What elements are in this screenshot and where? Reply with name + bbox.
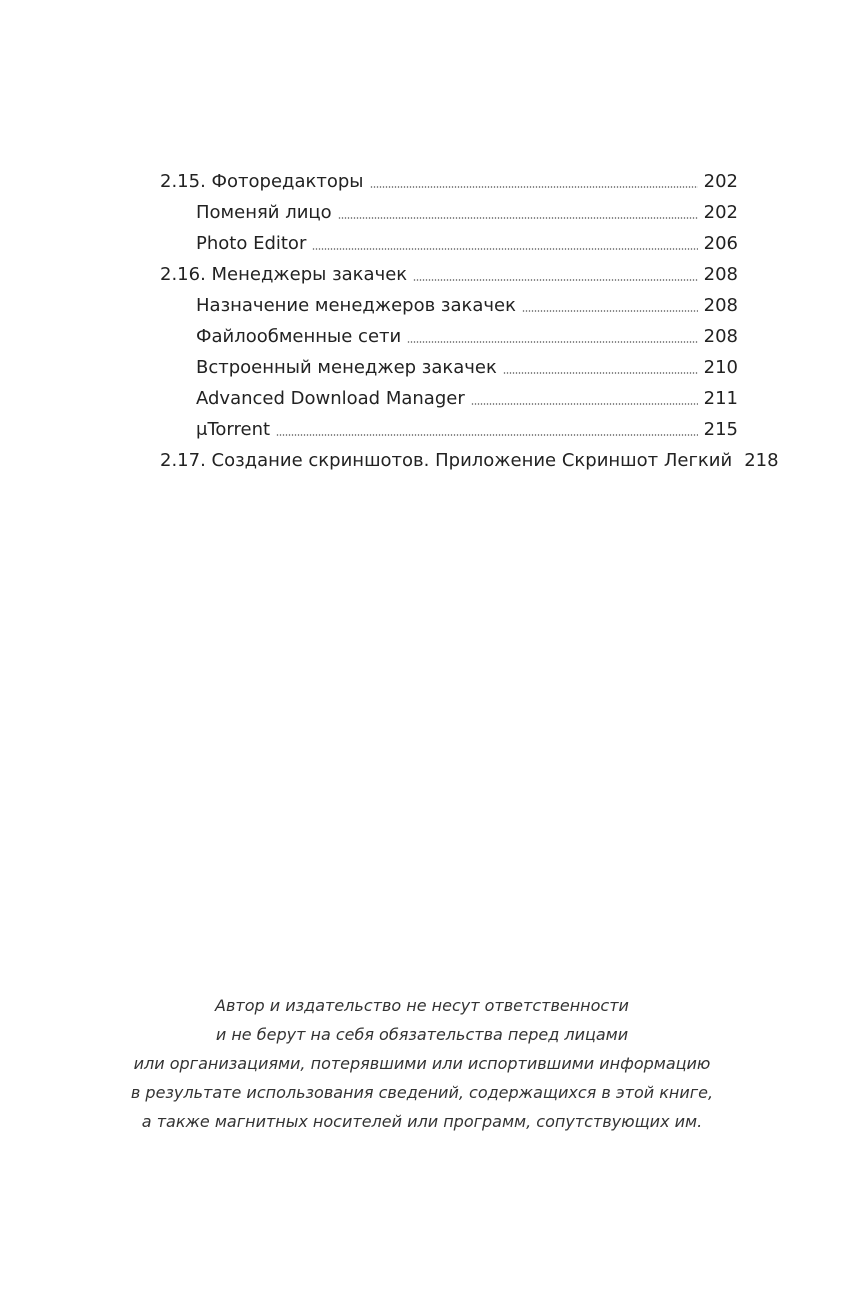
toc-dot-leader [276, 434, 698, 436]
publisher-disclaimer [120, 991, 724, 1136]
toc-entry-page: 210 [703, 357, 738, 378]
toc-entry-title: 2.15. Фоторедакторы [160, 171, 364, 192]
toc-entry-title: Поменяй лицо [196, 202, 332, 223]
toc-entry-page: 202 [703, 171, 738, 192]
toc-entry-page: 208 [703, 264, 738, 285]
toc-entry-page: 208 [703, 326, 738, 347]
toc-entry-page: 215 [703, 419, 738, 440]
toc-entry [160, 259, 738, 290]
table-of-contents [160, 166, 779, 476]
toc-entry-title: Назначение менеджеров закачек [196, 295, 516, 316]
toc-dot-leader [370, 186, 698, 188]
disclaimer-line: или организациями, потерявшими или испортившими информацию [133, 1054, 711, 1073]
toc-dot-leader [413, 279, 697, 281]
toc-entry [160, 228, 738, 259]
toc-dot-leader [503, 372, 698, 374]
disclaimer-line: а также магнитных носителей или программ, сопутствующих им. [141, 1112, 703, 1131]
disclaimer-line: Автор и издательство не несут ответственности [215, 996, 629, 1015]
toc-entry-title: Photo Editor [196, 233, 307, 254]
disclaimer-line: и не берут на себя обязательства перед лицами [215, 1025, 629, 1044]
toc-entry-title: μTorrent [196, 419, 271, 440]
toc-entry [160, 197, 738, 228]
toc-entry [160, 383, 738, 414]
toc-entry-title: 2.16. Менеджеры закачек [160, 264, 408, 285]
toc-dot-leader [522, 310, 698, 312]
toc-dot-leader [407, 341, 697, 343]
toc-dot-leader [338, 217, 698, 219]
toc-entry [160, 445, 779, 476]
toc-entry-page: 202 [703, 202, 738, 223]
toc-entry-page: 218 [744, 450, 779, 471]
toc-entry-title: Встроенный менеджер закачек [196, 357, 497, 378]
toc-entry-title: 2.17. Создание скриншотов. Приложение Скриншот Легкий [160, 450, 733, 471]
toc-entry-page: 208 [703, 295, 738, 316]
toc-entry [160, 352, 738, 383]
toc-entry-title: Advanced Download Manager [196, 388, 465, 409]
disclaimer-line: в результате использования сведений, содержащихся в этой книге, [130, 1083, 714, 1102]
toc-entry [160, 166, 738, 197]
toc-entry-page: 211 [703, 388, 738, 409]
toc-entry [160, 321, 738, 352]
toc-entry-page: 206 [703, 233, 738, 254]
toc-entry-title: Файлообменные сети [196, 326, 402, 347]
toc-entry [160, 290, 738, 321]
toc-entry [160, 414, 738, 445]
toc-dot-leader [312, 248, 697, 250]
toc-dot-leader [471, 403, 698, 405]
